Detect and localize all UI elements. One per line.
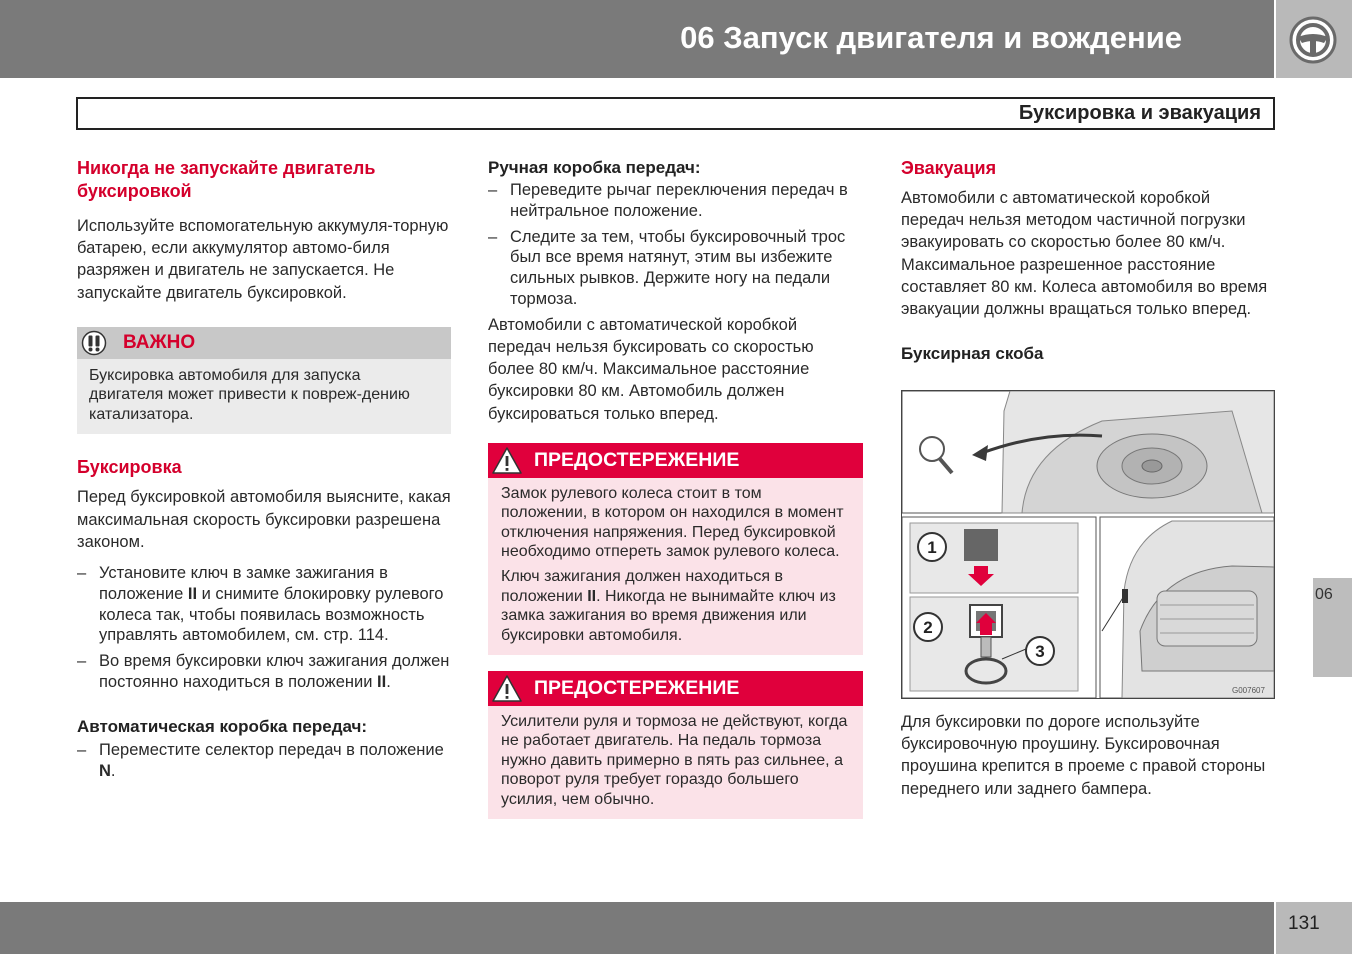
warning-box-power-assist [488,671,863,819]
section-title: Буксировка и эвакуация [1018,102,1261,124]
chapter-side-tab [1313,578,1352,677]
important-label: ВАЖНО [123,331,196,353]
side-tab-label: 06 [1315,586,1333,603]
warning-box-steering-lock [488,443,863,655]
callout-2 [914,613,942,641]
automatic-steps-list [77,740,451,782]
callout-3 [1026,637,1054,665]
warning-label: ПРЕДОСТЕРЕЖЕНИЕ [534,448,740,471]
paragraph-automatic-limit: Автомобили с автоматической коробкой передач нельзя буксировать со скоростью более 80 км/ч. Максимальное расстояние буксировки 80 км. Автомобиль должен буксироваться только вперед. [488,315,814,423]
important-text: Буксировка автомобиля для запуска двигателя может привести к повреж-дению катализатора. [89,366,410,423]
illustration-drawing [902,391,1274,698]
towing-steps-list [77,563,451,693]
svg-text:2: 2 [923,618,933,637]
page-number: 131 [1288,913,1320,934]
steering-wheel-icon [1288,15,1338,65]
svg-text:1: 1 [927,538,937,557]
warning-header [488,443,863,478]
column-middle [488,150,863,819]
page-number-box [1276,902,1352,954]
important-box [77,327,451,435]
svg-text:3: 3 [1035,642,1045,661]
important-header [77,327,451,359]
list-item: – Установите ключ в замке зажигания в положение II и снимите блокировку рулевого колеса так, чтобы появилась возможность управлять автомобилем, см. стр. 114. [77,563,451,646]
header-icon-box [1276,0,1352,78]
list-item: – Следите за тем, чтобы буксировочный трос был все время натянут, этим вы избежите сильных рывков. Держите ногу на педали тормоза. [488,227,863,310]
callout-1 [918,533,946,561]
header-bar [0,0,1274,78]
paragraph-evacuation: Автомобили с автоматической коробкой передач нельзя методом частичной погрузки эвакуировать со скоростью более 80 км/ч. Максимальное разрешенное расстояние составляет 80 км. Колеса автомобиля во время эвакуации должны вращаться только вперед. [901,189,1268,319]
warning-label: ПРЕДОСТЕРЕЖЕНИЕ [534,677,740,700]
heading-automatic-gearbox: Автоматическая коробка передач: [77,716,368,736]
column-right-bottom [901,711,1275,800]
column-left [77,150,451,781]
exclamation-icon [80,330,108,356]
heading-towing: Буксировка [77,457,182,478]
paragraph-towing: Перед буксировкой автомобиля выясните, какая максимальная скорость буксировки разрешена законом. [77,488,451,551]
list-item: – Переместите селектор передач в положение N. [77,740,451,782]
list-item: – Во время буксировки ключ зажигания должен постоянно находиться в положении II. [77,651,451,693]
warning-triangle-icon [491,446,523,475]
figure-code: G007607 [1232,686,1265,695]
heading-towing-eye: Буксирная скоба [901,344,1044,364]
heading-no-tow-start: Никогда не запускайте двигатель буксировкой [77,158,376,201]
chapter-title: 06 Запуск двигателя и вождение [680,20,1182,55]
warning-body [488,478,863,655]
manual-steps-list [488,180,863,310]
column-right [901,150,1275,365]
section-title-box [76,97,1275,130]
warning-text: Замок рулевого колеса стоит в том положении, в котором он находился в момент отключения напряжения. Перед буксировкой необходимо отпереть замок рулевого колеса. [501,484,844,561]
towing-eye-illustration [901,390,1275,699]
paragraph-towing-eye: Для буксировки по дороге используйте буксировочную проушину. Буксировочная проушина крепится в проеме с правой стороны переднего или заднего бампера. [901,713,1266,798]
list-item: – Переведите рычаг переключения передач в нейтральное положение. [488,180,863,222]
warning-text: Ключ зажигания должен находиться в положении II. Никогда не вынимайте ключ из замка зажигания во время движения или буксировки автомобиля. [501,568,836,644]
warning-triangle-icon [491,674,523,703]
heading-evacuation: Эвакуация [901,158,997,178]
footer-bar [0,902,1274,954]
warning-text: Усилители руля и тормоза не действуют, когда не работает двигатель. На педаль тормоза нужно давить примерно в пять раз сильнее, а поворот руля требует гораздо большего усилия, чем обычно. [501,713,848,808]
warning-header [488,671,863,706]
warning-body [488,706,863,819]
paragraph-no-tow-start: Используйте вспомогательную аккумуля-торную батарею, если аккумулятор автомо-биля разряжен и двигатель не запускается. Не запускайте двигатель буксировкой. [77,217,449,302]
heading-manual-gearbox: Ручная коробка передач: [488,158,701,177]
